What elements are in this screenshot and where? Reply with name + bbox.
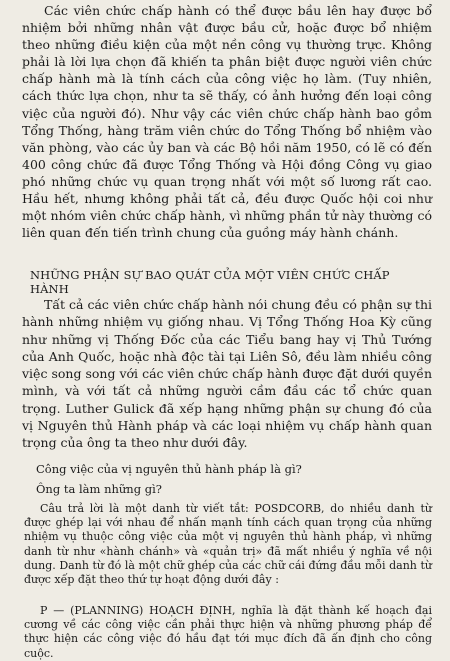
section-heading: NHỮNG PHẬN SỰ BAO QUÁT CỦA MỘT VIÊN CHỨC CHẤP HÀNH: [30, 268, 390, 296]
question-executive-work: Công việc của vị nguyên thủ hành pháp là gì?: [36, 462, 302, 476]
paragraph-posdcorb: Câu trả lời là một danh từ viết tắt: POSDCORB, do nhiều danh từ được ghép lại với nhau để nhấn mạnh tính cách quan trọng của những nhiệm vụ thuộc công việc của một vị nguyên thủ hành pháp, vì những danh từ như «hành chánh» và «quản trị» đã mất nhiều ý nghĩa về nội dung. Danh từ đó là một chữ ghép của các chữ cái đứng đầu mỗi danh từ được xếp đặt theo thứ tự hoạt động dưới đây :: [24, 502, 432, 587]
paragraph-executive-officials: Các viên chức chấp hành có thể được bầu lên hay được bổ nhiệm bởi những nhân vật được bầu cử, hoặc được bổ nhiệm theo những điều kiện của một nền công vụ thường trực. Không phải là lời lựa chọn đã khiến ta phân biệt được người viên chức chấp hành mà là tính cách của công việc họ làm. (Tuy nhiên, cách thức lựa chọn, như ta sẽ thấy, có ảnh hưởng đến loại công việc của người đó). Như vậy các viên chức chấp hành bao gồm Tổng Thống, hàng trăm viên chức do Tổng Thống bổ nhiệm vào văn phòng, vào các ủy ban và các Bộ hồi năm 1950, có lẽ có đến 400 công chức đã được Tổng Thống và Hội đồng Công vụ giao phó những chức vụ quan trọng nhất với một số lương rất cao. Hầu hết, nhưng không phải tất cả, đều được Quốc hội coi như một nhóm viên chức chấp hành, vì những phần tử này thường có liên quan đến tiến trình chung của guồng máy hành chánh.: [22, 3, 432, 241]
paragraph-planning: P — (PLANNING) HOẠCH ĐỊNH, nghĩa là đặt thành kế hoạch đại cương về các công việc cần phải thực hiện và những phương pháp để thực hiện các công việc đó hầu đạt tới mục đích đã ấn định cho công cuộc.: [24, 604, 432, 660]
question-what-he-does: Ông ta làm những gì?: [36, 482, 162, 496]
paragraph-general-duties: Tất cả các viên chức chấp hành nói chung đều có phận sự thi hành những nhiệm vụ giống nhau. Vị Tổng Thống Hoa Kỳ cũng như những vị Thống Đốc của các Tiểu bang hay vị Thủ Tướng của Anh Quốc, hoặc nhà độc tài tại Liên Sô, đều làm nhiều công việc song song với các viên chức chấp hành được đặt dưới quyền mình, và với tất cả những người cầm đầu các tổ chức quan trọng. Luther Gulick đã xếp hạng những phận sự chung đó của vị Nguyên thủ Hành pháp và các loại nhiệm vụ chấp hành quan trọng của ông ta theo như dưới đây.: [22, 297, 432, 451]
